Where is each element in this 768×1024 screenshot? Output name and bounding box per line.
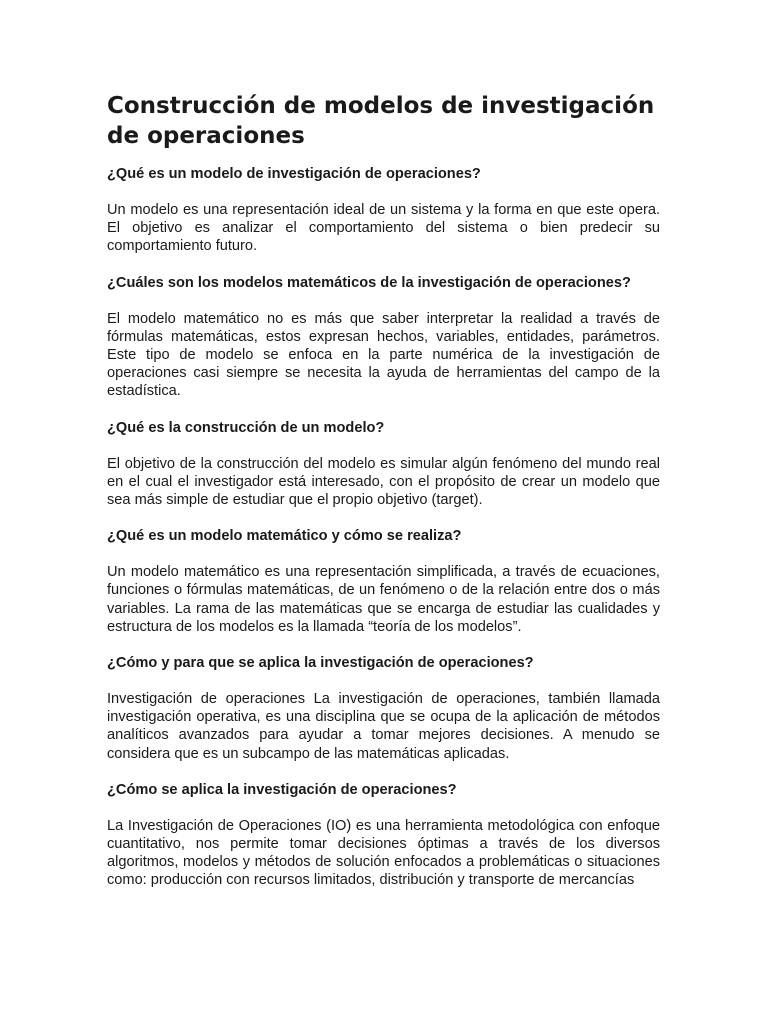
section-heading-how-why-applied: ¿Cómo y para que se aplica la investigación de operaciones? (107, 655, 534, 672)
document-title: Construcción de modelos de investigación de operaciones (107, 93, 655, 149)
section-heading-model-construction: ¿Qué es la construcción de un modelo? (107, 419, 385, 436)
section-body-how-applied: La Investigación de Operaciones (IO) es una herramienta metodológica con enfoque cuantitativo, nos permite tomar decisiones óptimas a través de los diversos algoritmos, modelos y métodos de solución enfocados a problemáticas o situaciones como: producción con recursos limitados, distribución y transporte de mercancías (107, 817, 660, 889)
section-heading-math-models: ¿Cuáles son los modelos matemáticos de la investigación de operaciones? (107, 274, 631, 291)
section-heading-what-is-model: ¿Qué es un modelo de investigación de operaciones? (107, 166, 481, 182)
section-heading-how-applied: ¿Cómo se aplica la investigación de operaciones? (107, 781, 457, 798)
section-body-math-model-how: Un modelo matemático es una representación simplificada, a través de ecuaciones, funciones o fórmulas matemáticas, de un fenómeno o de la relación entre dos o más variables. La rama de las matemáticas que se encarga de estudiar las cualidades y estructura de los modelos es la llamada “teoría de los modelos”. (107, 564, 660, 635)
section-body-what-is-model: Un modelo es una representación ideal de un sistema y la forma en que este opera. El objetivo es analizar el comportamiento del sistema o bien predecir su comportamiento futuro. (107, 202, 660, 255)
section-body-model-construction: El objetivo de la construcción del modelo es simular algún fenómeno del mundo real en el cual el investigador está interesado, con el propósito de crear un modelo que sea más simple de estudiar que el propio objetivo (target). (107, 455, 660, 509)
document-page (107, 91, 660, 908)
section-body-how-why-applied: Investigación de operaciones La investigación de operaciones, también llamada investigación operativa, es una disciplina que se ocupa de la aplicación de métodos analíticos avanzados para ayudar a tomar mejores decisiones. A menudo se considera que es un subcampo de las matemáticas aplicadas. (107, 691, 660, 762)
section-heading-math-model-how: ¿Qué es un modelo matemático y cómo se realiza? (107, 528, 462, 545)
section-body-math-models: El modelo matemático no es más que saber interpretar la realidad a través de fórmulas matemáticas, estos expresan hechos, variables, entidades, parámetros. Este tipo de modelo se enfoca en la parte numérica de la investigación de operaciones casi siempre se necesita la ayuda de herramientas del campo de la estadística. (107, 310, 660, 400)
